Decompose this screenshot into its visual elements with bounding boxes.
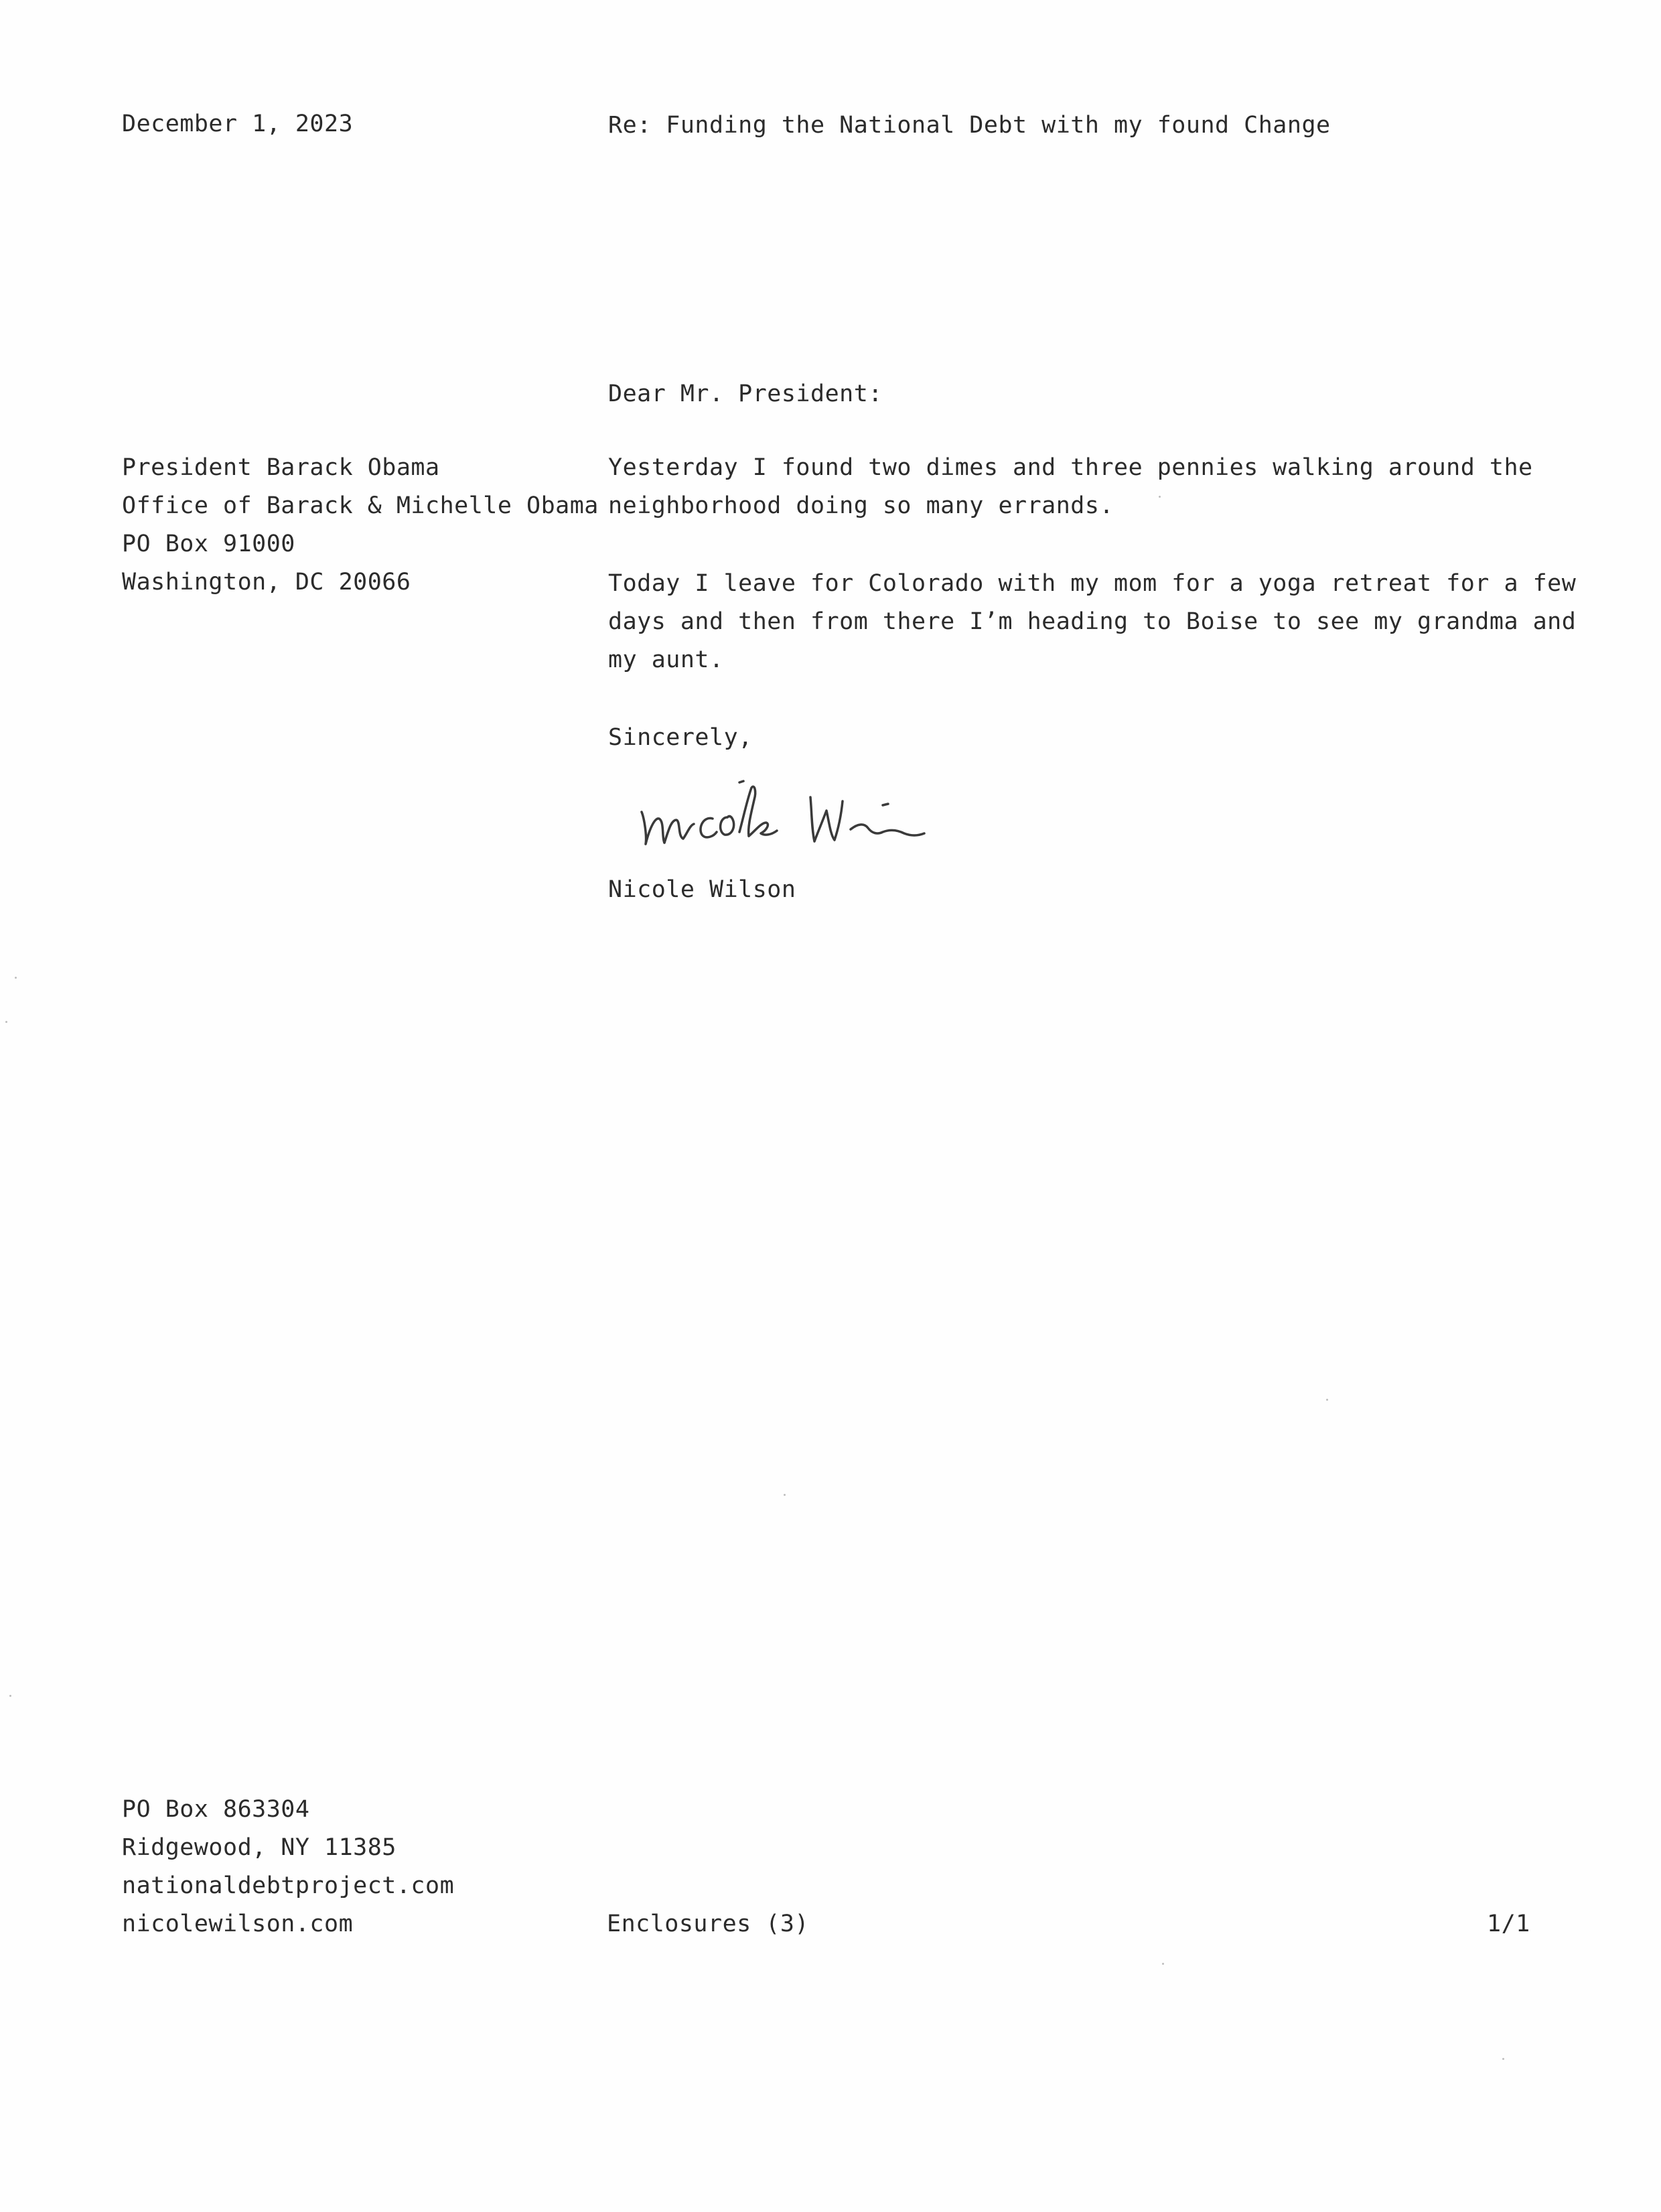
salutation: Dear Mr. President:: [608, 381, 883, 407]
body-paragraph-2: [608, 565, 1576, 679]
sender-website-project: nationaldebtproject.com: [122, 1872, 455, 1899]
enclosures-note: Enclosures (3): [607, 1911, 810, 1937]
scan-speck: [1159, 496, 1161, 498]
letter-subject: Re: Funding the National Debt with my found Change: [608, 112, 1331, 139]
scan-speck: [784, 1494, 786, 1496]
sender-website-personal: nicolewilson.com: [122, 1911, 354, 1937]
scan-speck: [15, 977, 17, 979]
page-number: 1/1: [1487, 1911, 1530, 1937]
letter-date: December 1, 2023: [122, 111, 354, 137]
sender-po-box: PO Box 863304: [122, 1796, 310, 1823]
sender-city: Ridgewood, NY 11385: [122, 1834, 396, 1861]
scan-speck: [1162, 1963, 1164, 1965]
paragraph-line: days and then from there I’m heading to Boise to see my grandma and: [608, 608, 1577, 635]
paragraph-line: Yesterday I found two dimes and three pennies walking around the: [608, 454, 1533, 481]
recipient-address: [122, 449, 599, 602]
paragraph-line: my aunt.: [608, 646, 724, 673]
handwritten-signature: [630, 770, 951, 857]
recipient-name: President Barack Obama: [122, 454, 440, 481]
recipient-po-box: PO Box 91000: [122, 531, 295, 557]
scan-speck: [1326, 1399, 1328, 1401]
paragraph-line: Today I leave for Colorado with my mom for a yoga retreat for a few: [608, 570, 1577, 597]
sender-address: [122, 1791, 454, 1943]
body-paragraph-1: [608, 449, 1533, 525]
paragraph-line: neighborhood doing so many errands.: [608, 492, 1114, 519]
recipient-city: Washington, DC 20066: [122, 569, 411, 596]
signer-name: Nicole Wilson: [608, 876, 796, 903]
scan-speck: [9, 1695, 11, 1697]
closing: Sincerely,: [608, 724, 753, 751]
scan-speck: [1502, 2058, 1504, 2060]
scan-speck: [5, 1021, 7, 1023]
recipient-office: Office of Barack & Michelle Obama: [122, 492, 599, 519]
